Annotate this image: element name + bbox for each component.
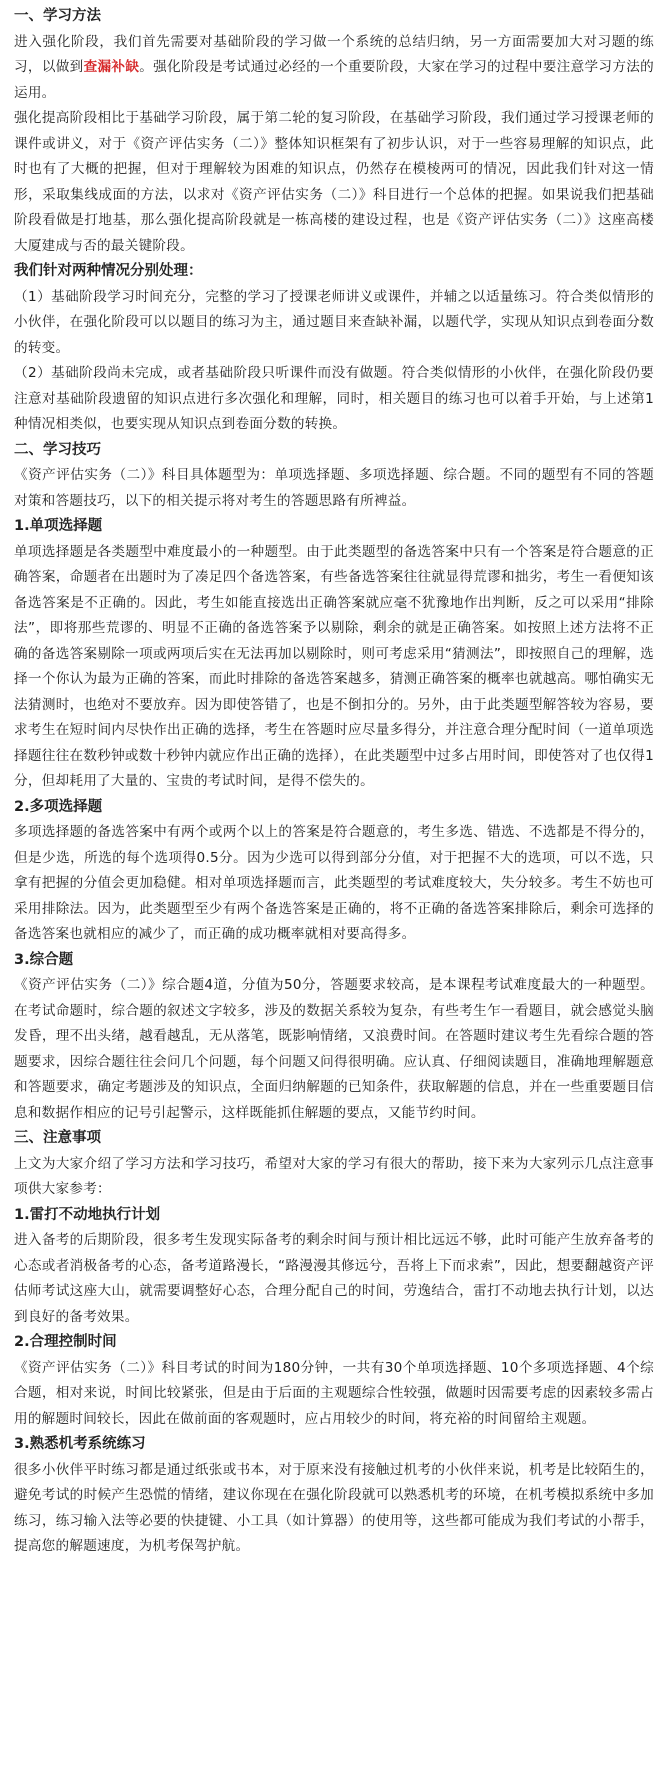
subsection-heading: 1.雷打不动地执行计划 — [14, 1206, 161, 1223]
subsection-heading: 3.综合题 — [14, 951, 74, 968]
paragraph: 进入备考的后期阶段，很多考生发现实际备考的剩余时间与预计相比远远不够，此时可能产生放弃备考的心态或者消极备考的心态，备考道路漫长，“路漫漫其修远兮，吾将上下而求索”，因此，想要翻越资产评估师考试这座大山，就需要调整好心态，合理分配自己的时间，劳逸结合，雷打不动地去执行计划，以达到良好的备考效果。 — [14, 1232, 654, 1325]
paragraph: 多项选择题的备选答案中有两个或两个以上的答案是符合题意的，考生多选、错选、不选都是不得分的，但是少选，所选的每个选项得0.5分。因为少选可以得到部分分值，对于把握不大的选项，可以不选，只拿有把握的分值会更加稳健。相对单项选择题而言，此类题型的考试难度较大，失分较多。考生不妨也可采用排除法。因为，此类题型至少有两个备选答案是正确的，将不正确的备选答案排除后，剩余可选择的备选答案也就相应的减少了，而正确的成功概率就相对要高得多。 — [14, 824, 654, 942]
paragraph: 《资产评估实务（二）》综合题4道，分值为50分，答题要求较高，是本课程考试难度最大的一种题型。在考试命题时，综合题的叙述文字较多，涉及的数据关系较为复杂，有些考生乍一看题目，就会感觉头脑发昏，理不出头绪，越看越乱，无从落笔，既影响情绪，又浪费时间。在答题时建议考生先看综合题的答题要求，因综合题往往会问几个问题，每个问题又问得很明确。应认真、仔细阅读题目，准确地理解题意和答题要求，确定考题涉及的知识点，全面归纳解题的已知条件，获取解题的信息，并在一些重要题目信息和数据作相应的记号引起警示，这样既能抓住解题的要点，又能节约时间。 — [14, 977, 654, 1121]
article-body — [14, 4, 654, 1560]
subsection-heading: 我们针对两种情况分别处理： — [14, 263, 203, 279]
paragraph-text: 。强化阶段是考试通过必经的一个重要阶段，大家在学习的过程中要注意学习方法的运用。 — [14, 59, 655, 101]
paragraph-text: 进入强化阶段，我们首先需要对基础阶段的学习做一个系统的总结归纳，另一方面需要加大对习题的练习，以做到 — [14, 33, 654, 75]
highlight-text: 查漏补缺 — [83, 59, 140, 75]
section-heading: 二、学习技巧 — [14, 441, 101, 458]
paragraph: 《资产评估实务（二）》科目考试的时间为180分钟，一共有30个单项选择题、10个多项选择题、4个综合题，相对来说，时间比较紧张，但是由于后面的主观题综合性较强，做题时因需要考虑的因素较多需占用的解题时间较长，因此在做前面的客观题时，应占用较少的时间，将充裕的时间留给主观题。 — [14, 1359, 654, 1427]
paragraph: 《资产评估实务（二）》科目具体题型为：单项选择题、多项选择题、综合题。不同的题型有不同的答题对策和答题技巧，以下的相关提示将对考生的答题思路有所裨益。 — [14, 467, 654, 509]
paragraph: （1）基础阶段学习时间充分，完整的学习了授课老师讲义或课件，并辅之以适量练习。符合类似情形的小伙伴，在强化阶段可以以题目的练习为主，通过题目来查缺补漏，以题代学，实现从知识点到卷面分数的转变。 — [14, 288, 654, 356]
subsection-heading: 3.熟悉机考系统练习 — [14, 1436, 146, 1452]
paragraph — [14, 30, 654, 107]
subsection-heading: 2.多项选择题 — [14, 798, 103, 815]
subsection-heading: 2.合理控制时间 — [14, 1334, 117, 1350]
paragraph: 很多小伙伴平时练习都是通过纸张或书本，对于原来没有接触过机考的小伙伴来说，机考是比较陌生的，避免考试的时候产生恐慌的情绪，建议你现在在强化阶段就可以熟悉机考的环境，在机考模拟系统中多加练习，练习输入法等必要的快捷键、小工具（如计算器）的使用等，这些都可能成为我们考试的小帮手，提高您的解题速度，为机考保驾护航。 — [14, 1461, 654, 1554]
paragraph: 上文为大家介绍了学习方法和学习技巧，希望对大家的学习有很大的帮助，接下来为大家列示几点注意事项供大家参考： — [14, 1155, 654, 1197]
paragraph: （2）基础阶段尚未完成，或者基础阶段只听课件而没有做题。符合类似情形的小伙伴，在强化阶段仍要注意对基础阶段遗留的知识点进行多次强化和理解，同时，相关题目的练习也可以着手开始，与上述第1种情况相类似，也要实现从知识点到卷面分数的转换。 — [14, 365, 654, 432]
subsection-heading: 1.单项选择题 — [14, 518, 103, 534]
paragraph: 强化提高阶段相比于基础学习阶段，属于第二轮的复习阶段，在基础学习阶段，我们通过学习授课老师的课件或讲义，对于《资产评估实务（二）》整体知识框架有了初步认识，对于一些容易理解的知识点，此时也有了大概的把握，但对于理解较为困难的知识点，仍然存在模棱两可的情况，因此我们针对这一情形，采取集线成面的方法，以求对《资产评估实务（二）》科目进行一个总体的把握。如果说我们把基础阶段看做是打地基，那么强化提高阶段就是一栋高楼的建设过程，也是《资产评估实务（二）》这座高楼大厦建成与否的最关键阶段。 — [14, 110, 654, 254]
section-heading: 一、学习方法 — [14, 8, 101, 24]
paragraph: 单项选择题是各类题型中难度最小的一种题型。由于此类题型的备选答案中只有一个答案是符合题意的正确答案，命题者在出题时为了凑足四个备选答案，有些备选答案往往就显得荒谬和拙劣，考生一看便知该备选答案是不正确的。因此，考生如能直接选出正确答案就应毫不犹豫地作出判断，反之可以采用“排除法”，即将那些荒谬的、明显不正确的备选答案予以剔除，剩余的就是正确答案。如按照上述方法将不正确的备选答案剔除一项或两项后实在无法再加以剔除时，则可考虑采用“猜测法”，即按照自己的理解，选择一个你认为最为正确的答案，而此时排除的备选答案越多，猜测正确答案的概率也就越高。哪怕确实无法猜测时，也绝对不要放弃。因为即使答错了，也是不倒扣分的。另外，由于此类题型解答较为容易，要求考生在短时间内尽快作出正确的选择，考生在答题时应尽量多得分，并注意合理分配时间（一道单项选择题往往在数秒钟或数十秒钟内就应作出正确的选择），在此类题型中过多占用时间，即使答对了也仅得1分，但却耗用了大量的、宝贵的考试时间，是得不偿失的。 — [14, 543, 654, 789]
section-heading: 三、注意事项 — [14, 1130, 101, 1146]
